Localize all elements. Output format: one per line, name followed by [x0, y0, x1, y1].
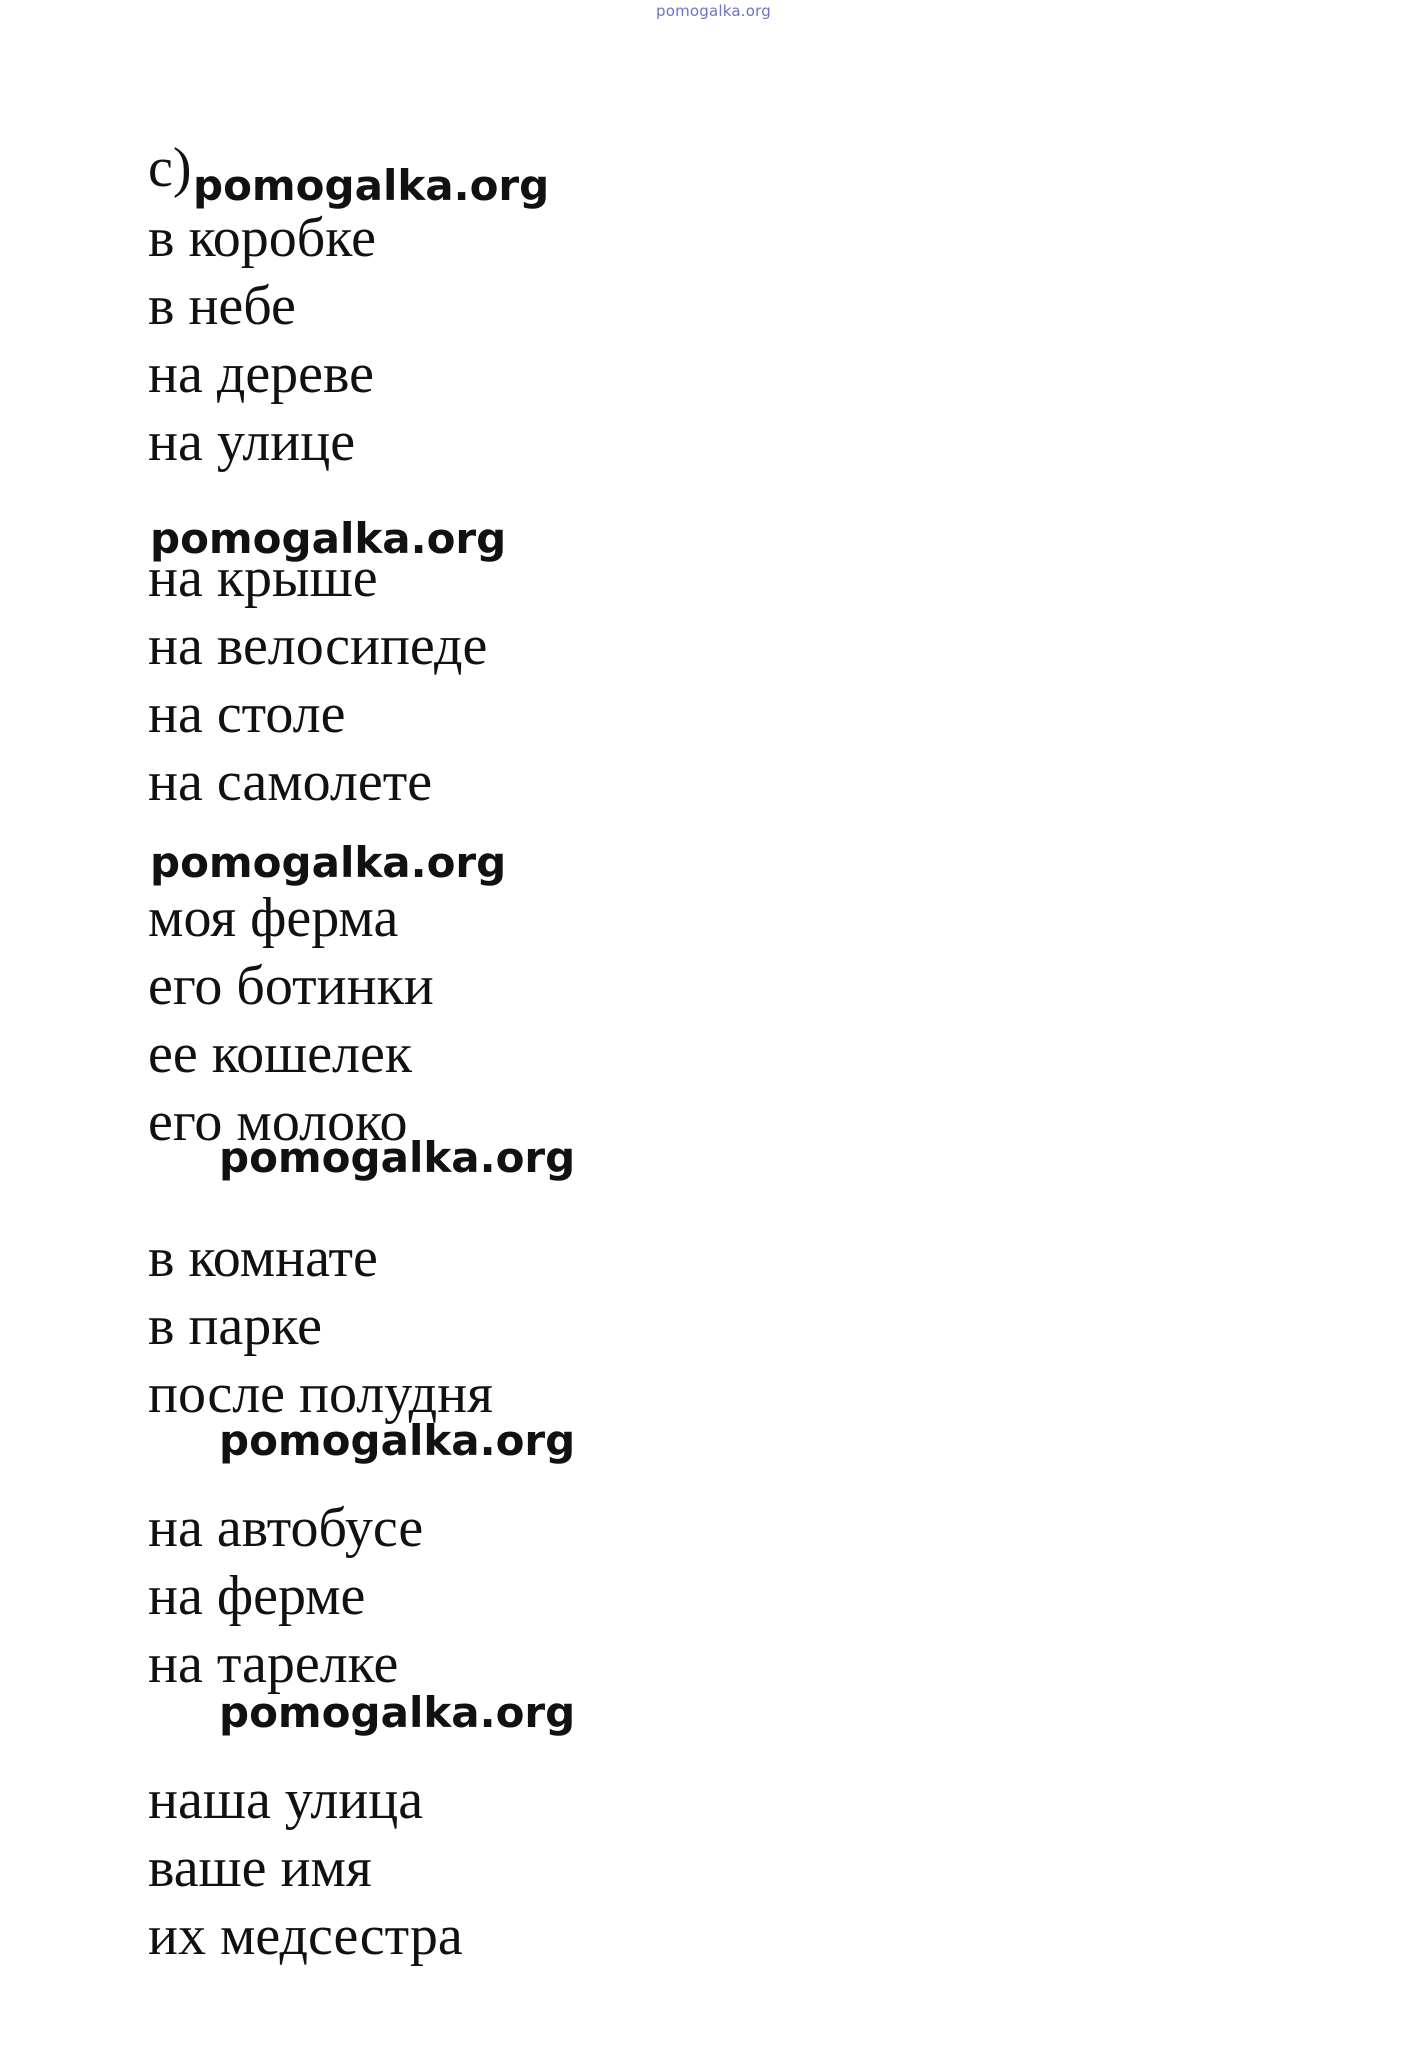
header-watermark: pomogalka.org	[656, 2, 771, 20]
exercise-label: c)	[148, 137, 192, 199]
phrase-line: наша улица	[148, 1769, 424, 1831]
phrase-line: на столе	[148, 683, 346, 745]
watermark-5: pomogalka.org	[219, 1416, 576, 1465]
watermark-1: pomogalka.org	[193, 161, 550, 210]
phrase-line: на самолете	[148, 751, 433, 813]
phrase-line: на улице	[148, 411, 356, 473]
phrase-line: в небе	[148, 275, 296, 337]
watermark-3: pomogalka.org	[150, 838, 507, 887]
phrase-line: его молоко	[148, 1091, 408, 1153]
phrase-line: в коробке	[148, 207, 376, 269]
phrase-line: на тарелке	[148, 1633, 399, 1695]
phrase-line: ваше имя	[148, 1837, 372, 1899]
phrase-line: их медсестра	[148, 1905, 463, 1967]
phrase-line: на дереве	[148, 343, 374, 405]
watermark-4: pomogalka.org	[219, 1133, 576, 1182]
phrase-line: на крыше	[148, 547, 378, 609]
phrase-line: в парке	[148, 1295, 322, 1357]
phrase-line: в комнате	[148, 1227, 378, 1289]
phrase-line: моя ферма	[148, 887, 399, 949]
phrase-line: его ботинки	[148, 955, 434, 1017]
watermark-2: pomogalka.org	[150, 514, 507, 563]
phrase-line: ее кошелек	[148, 1023, 413, 1085]
watermark-6: pomogalka.org	[219, 1688, 576, 1737]
phrase-line: на ферме	[148, 1565, 366, 1627]
phrase-line: на автобусе	[148, 1497, 424, 1559]
phrase-line: после полудня	[148, 1363, 493, 1425]
phrase-line: на велосипеде	[148, 615, 488, 677]
